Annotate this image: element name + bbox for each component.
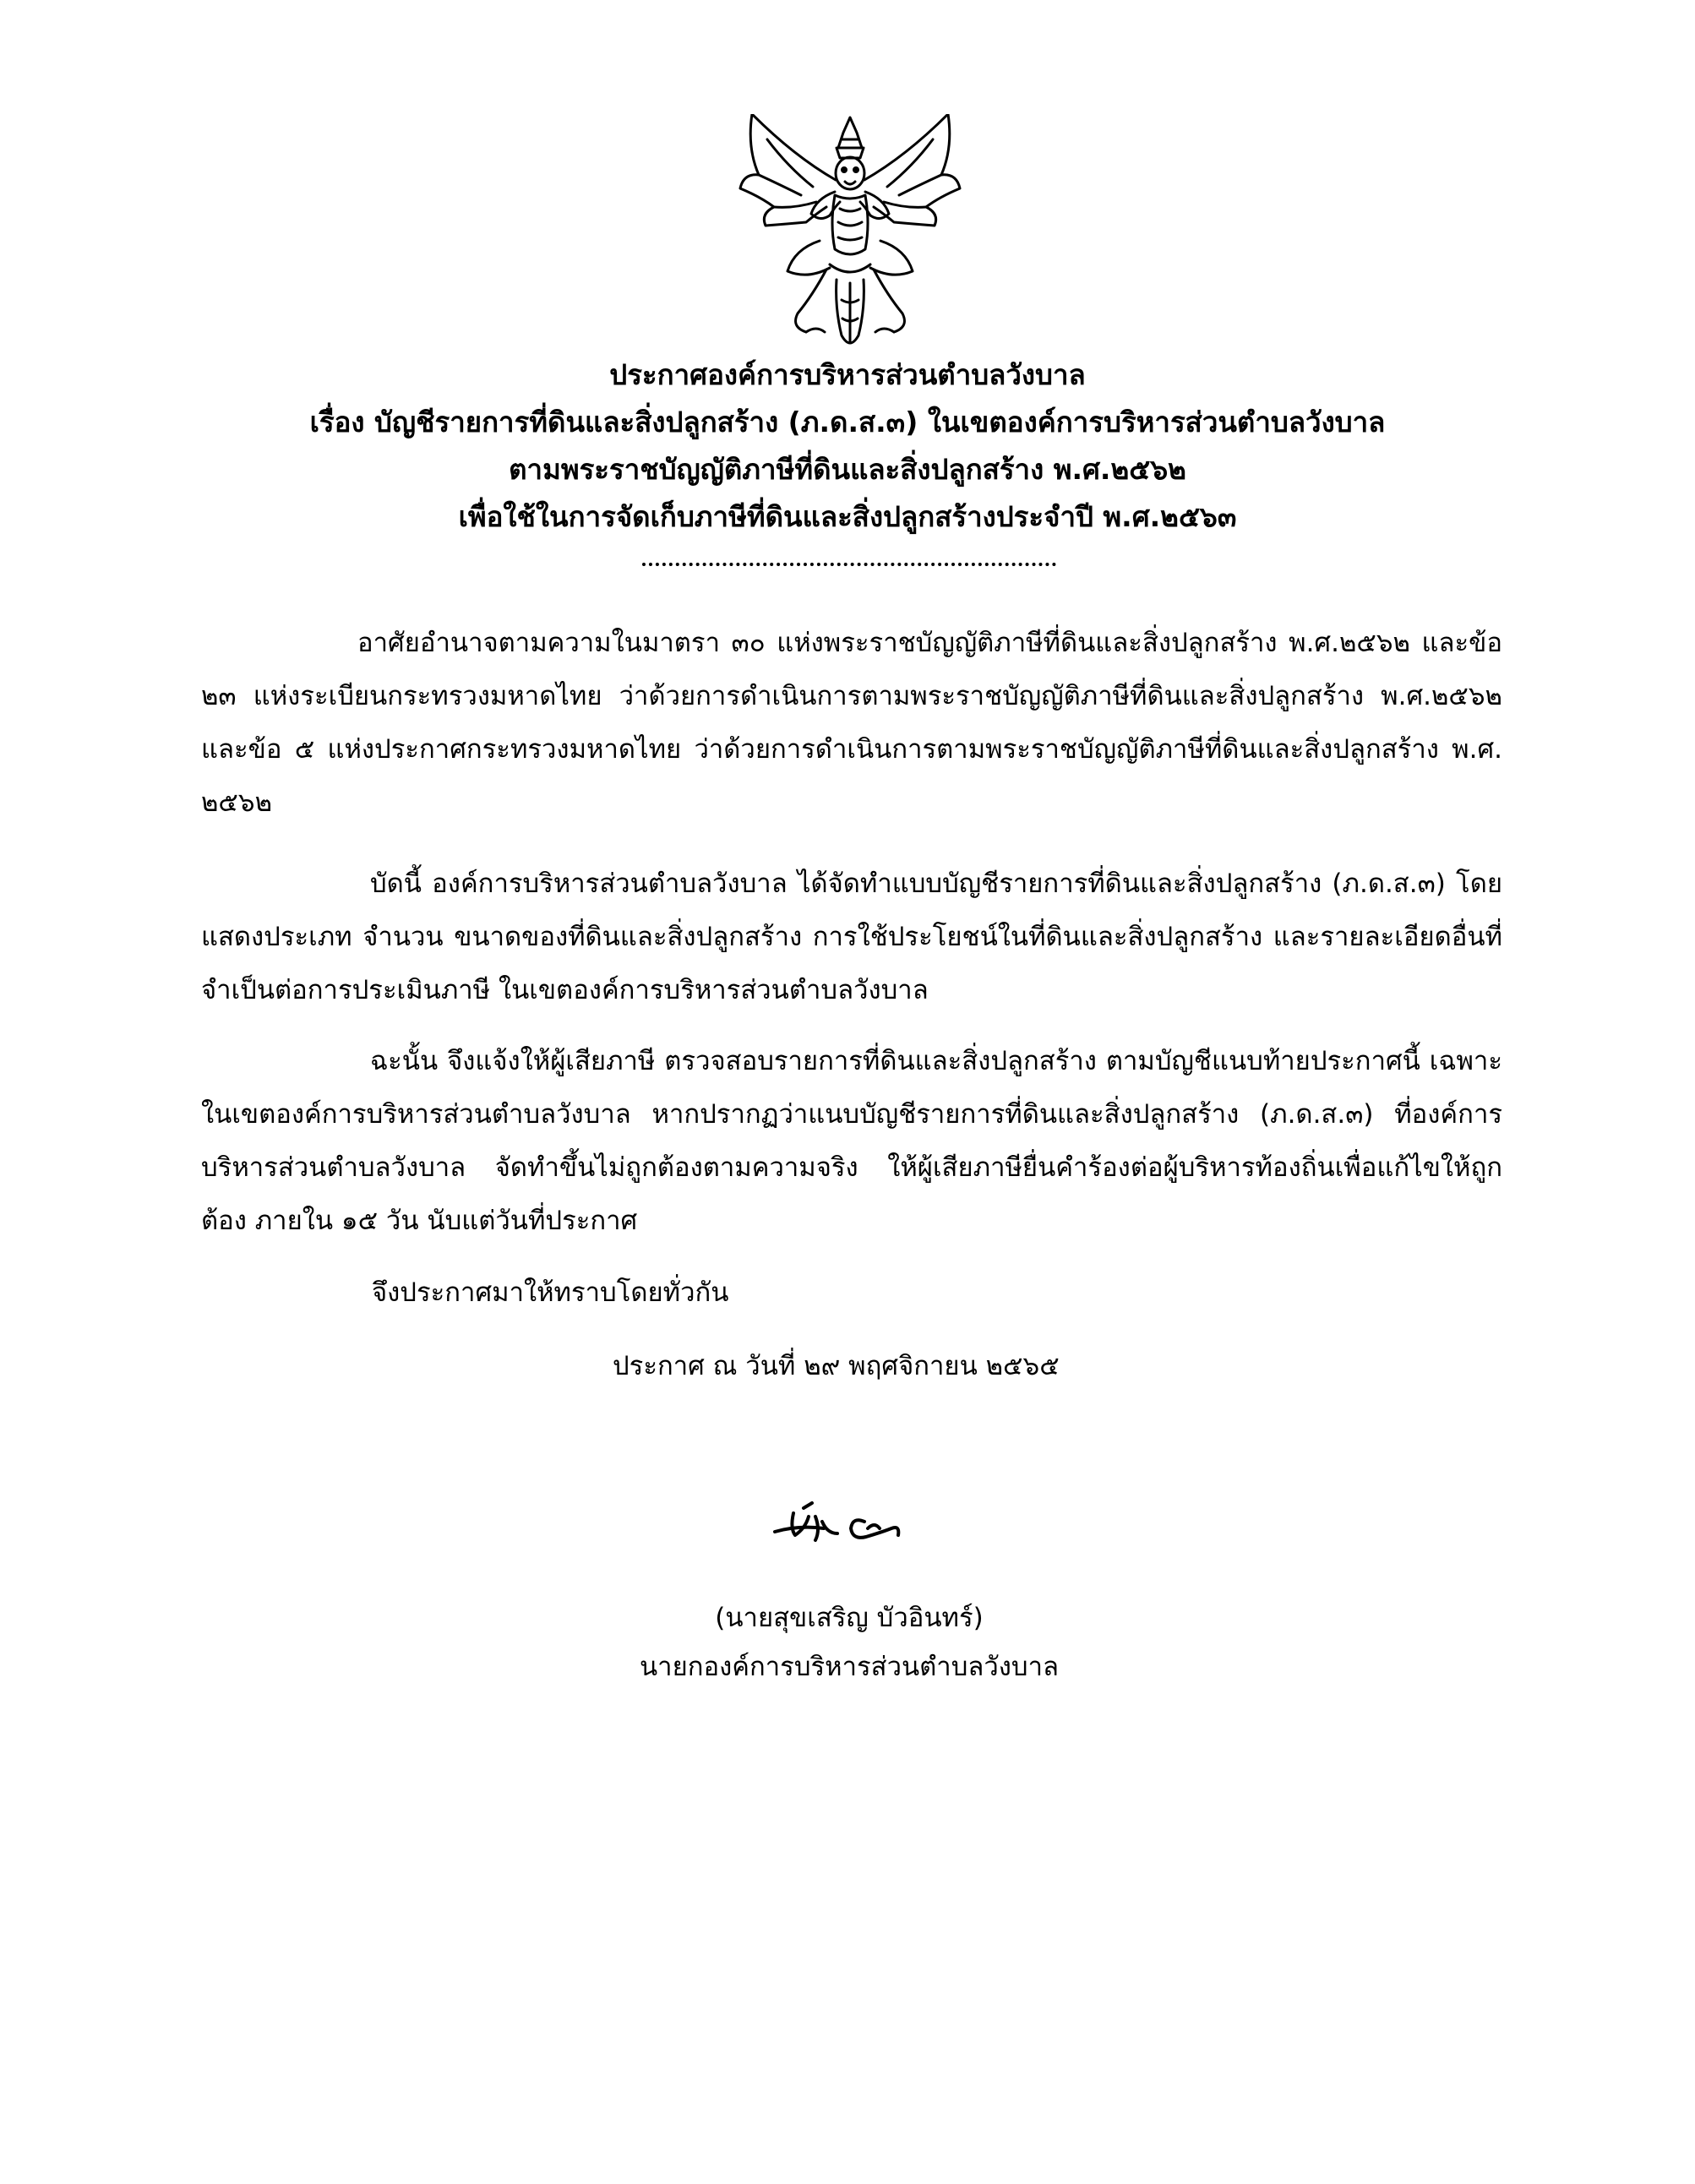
announcement-act-line: ตามพระราชบัญญัติภาษีที่ดินและสิ่งปลูกสร้าง พ.ศ.๒๕๖๒ <box>509 453 1186 486</box>
dotted-separator <box>642 563 1056 566</box>
announcement-purpose-line: เพื่อใช้ในการจัดเก็บภาษีที่ดินและสิ่งปลูกสร้างประจำปี พ.ศ.๒๕๖๓ <box>458 500 1237 533</box>
announcement-title: ประกาศองค์การบริหารส่วนตำบลวังบาล <box>609 358 1086 391</box>
body-paragraph-1: อาศัยอำนาจตามความในมาตรา ๓๐ แห่งพระราชบัญญัติภาษีที่ดินและสิ่งปลูกสร้าง พ.ศ.๒๕๖๒ และข้อ ๒๓ แห่งระเบียนกระทรวงมหาดไทย ว่าด้วยการดำเนินการตามพระราชบัญญัติภาษีที่ดินและสิ่งปลูกสร้าง พ.ศ.๒๕๖๒ และข้อ ๕ แห่งประกาศกระทรวงมหาดไทย ว่าด้วยการดำเนินการตามพระราชบัญญัติภาษีที่ดินและสิ่งปลูกสร้าง พ.ศ. ๒๕๖๒ <box>201 628 1502 818</box>
signatory-name: (นายสุขเสริญ บัวอินทร์) <box>715 1603 984 1633</box>
handwritten-signature-icon <box>765 1491 934 1550</box>
announcement-subject: เรื่อง บัญชีรายการที่ดินและสิ่งปลูกสร้าง (ภ.ด.ส.๓) ในเขตองค์การบริหารส่วนตำบลวังบาล <box>309 406 1386 438</box>
garuda-emblem-icon <box>735 114 965 353</box>
signatory-position: นายกองค์การบริหารส่วนตำบลวังบาล <box>639 1652 1060 1682</box>
closing-statement: จึงประกาศมาให้ทราบโดยทั่วกัน <box>372 1277 729 1308</box>
body-paragraph-3: ฉะนั้น จึงแจ้งให้ผู้เสียภาษี ตรวจสอบรายการที่ดินและสิ่งปลูกสร้าง ตามบัญชีแนบท้ายประกาศนี้ เฉพาะในเขตองค์การบริหารส่วนตำบลวังบาล หากปรากฏว่าแนบบัญชีรายการที่ดินและสิ่งปลูกสร้าง (ภ.ด.ส.๓) ที่องค์การบริหารส่วนตำบลวังบาล จัดทำขึ้นไม่ถูกต้องตามความจริง ให้ผู้เสียภาษียื่นคำร้องต่อผู้บริหารท้องถิ่นเพื่อแก้ไขให้ถูกต้อง ภายใน ๑๕ วัน นับแต่วันที่ประกาศ <box>201 1046 1502 1236</box>
announcement-date: ประกาศ ณ วันที่ ๒๙ พฤศจิกายน ๒๕๖๕ <box>613 1351 1060 1381</box>
body-paragraph-2: บัดนี้ องค์การบริหารส่วนตำบลวังบาล ได้จัดทำแบบบัญชีรายการที่ดินและสิ่งปลูกสร้าง (ภ.ด.ส.๓) โดยแสดงประเภท จำนวน ขนาดของที่ดินและสิ่งปลูกสร้าง การใช้ประโยชน์ในที่ดินและสิ่งปลูกสร้าง และรายละเอียดอื่นที่จำเป็นต่อการประเมินภาษี ในเขตองค์การบริหารส่วนตำบลวังบาล <box>201 869 1502 1005</box>
